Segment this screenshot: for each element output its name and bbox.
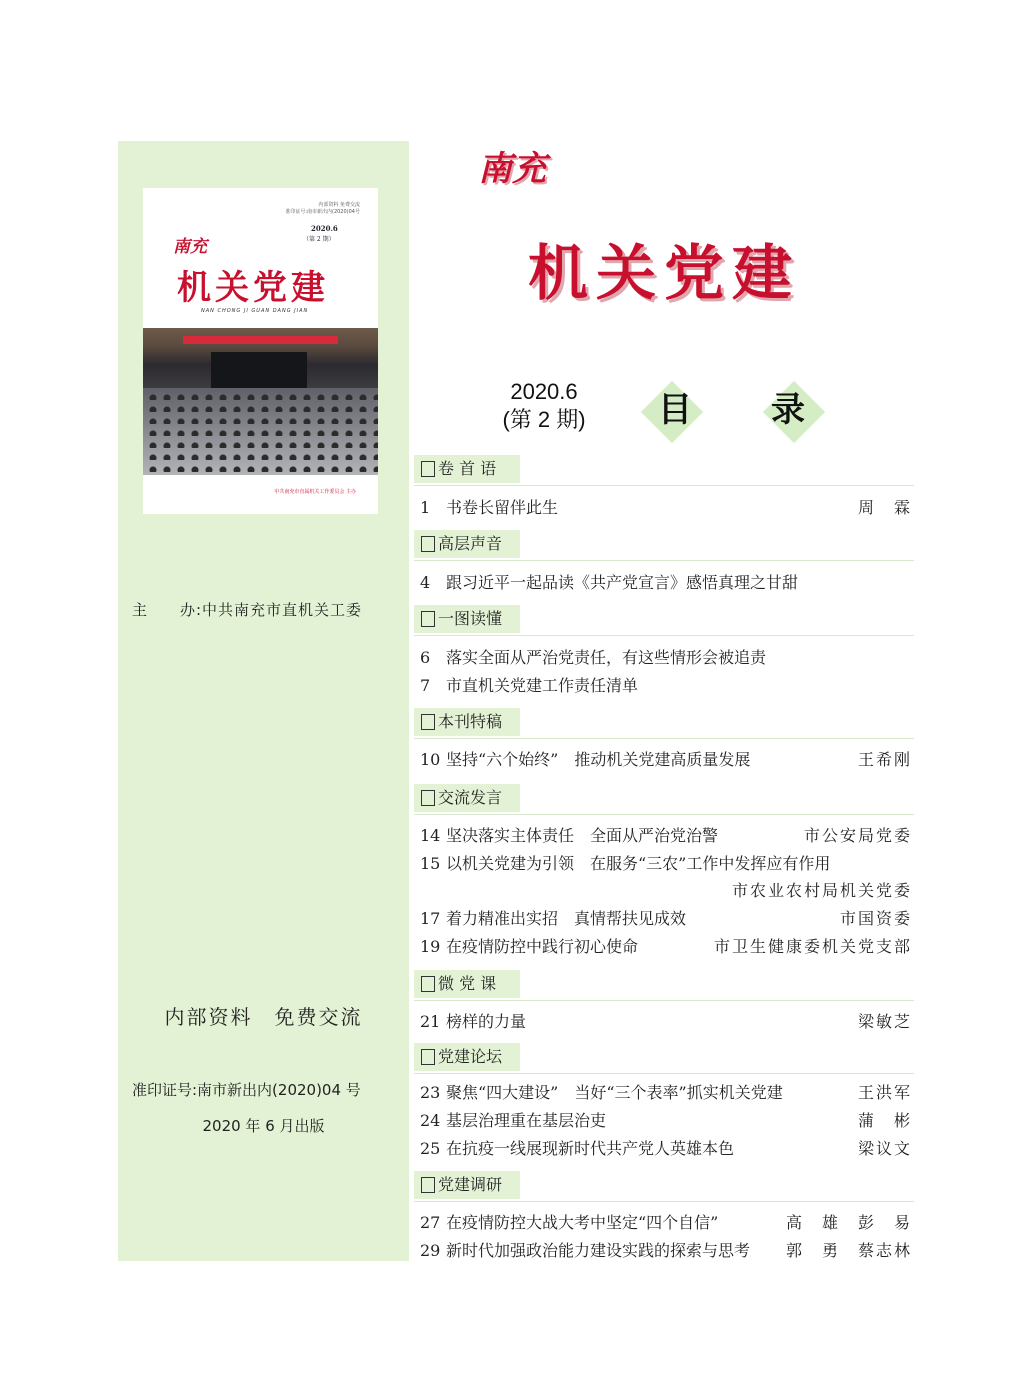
entry-title: 以机关党建为引领 在服务“三农”工作中发挥应有作用 (446, 854, 831, 873)
entry-author: 市卫生健康委机关党支部 (713, 937, 912, 956)
masthead-title: 机关党建 (528, 239, 800, 309)
checkbox-icon (421, 536, 435, 552)
section-heading (414, 605, 520, 633)
cover-small-line: 准印证号:南市新出内(2020)04号 (285, 209, 360, 215)
entry-title: 聚焦“四大建设” 当好“三个表率”抓实机关党建 (446, 1083, 783, 1102)
entry-page: 25 (420, 1139, 441, 1158)
entry-title: 跟习近平一起品读《共产党宣言》感悟真理之甘甜 (446, 573, 799, 592)
issue-date: 2020.6 (510, 379, 578, 404)
entry-page: 4 (420, 573, 431, 592)
checkbox-icon (421, 1049, 435, 1065)
cover-footer: 中共南充市直属机关工作委员会 主办 (274, 489, 356, 495)
section-heading (414, 970, 520, 998)
entry-author: 市国资委 (839, 909, 912, 928)
internal-notice: 内部资料 免费交流 (164, 1005, 363, 1029)
entry-author: 郭 勇 蔡志林 (785, 1241, 912, 1260)
divider (414, 560, 914, 561)
entry-author: 周 霖 (857, 498, 912, 517)
entry-page: 7 (420, 676, 431, 695)
section-heading (414, 1043, 520, 1071)
section-heading (414, 708, 520, 736)
section-heading-label: 卷 首 语 (438, 459, 497, 478)
toc-entry[interactable] (420, 1137, 912, 1161)
checkbox-icon (421, 714, 435, 730)
checkbox-icon (421, 976, 435, 992)
cover-small-line: 内部资料 免费交流 (318, 202, 360, 208)
entry-title: 榜样的力量 (446, 1012, 527, 1031)
section-heading (414, 455, 520, 483)
divider (414, 1000, 914, 1001)
toc-entry[interactable] (420, 571, 912, 595)
left-sidebar (118, 141, 409, 1261)
section-heading (414, 530, 520, 558)
entry-author: 蒲 彬 (857, 1111, 912, 1130)
divider (414, 1073, 914, 1074)
entry-title: 基层治理重在基层治吏 (446, 1111, 607, 1130)
cover-issue: （第 2 期） (303, 236, 335, 243)
entry-title: 在疫情防控大战大考中坚定“四个自信” (446, 1213, 719, 1232)
cover-photo-audience (143, 388, 378, 475)
entry-page: 29 (420, 1241, 441, 1260)
section-heading (414, 1171, 520, 1199)
section-heading-label: 一图读懂 (438, 609, 503, 628)
toc-entry[interactable] (420, 1109, 912, 1133)
publication-date: 2020 年 6 月出版 (202, 1117, 325, 1135)
checkbox-icon (421, 611, 435, 627)
divider (414, 635, 914, 636)
toc-entry[interactable] (420, 907, 912, 931)
entry-author: 王洪军 (857, 1083, 912, 1102)
entry-page: 27 (420, 1213, 441, 1232)
section-heading (414, 784, 520, 812)
entry-title: 坚持“六个始终” 推动机关党建高质量发展 (446, 750, 751, 769)
entry-title: 着力精准出实招 真情帮扶见成效 (446, 909, 687, 928)
entry-title: 在抗疫一线展现新时代共产党人英雄本色 (446, 1139, 735, 1158)
entry-page: 21 (420, 1012, 441, 1031)
masthead-nanchong: 南充 (478, 149, 546, 189)
entry-page: 19 (420, 937, 441, 956)
toc-entry[interactable] (420, 1081, 912, 1105)
sponsor-line: 主 办:中共南充市直机关工委 (132, 601, 363, 619)
cover-thumbnail (143, 188, 378, 514)
section-heading-label: 微 党 课 (438, 974, 497, 993)
entry-page: 15 (420, 854, 441, 873)
checkbox-icon (421, 1177, 435, 1193)
toc-entry[interactable] (420, 496, 912, 520)
entry-page: 10 (420, 750, 441, 769)
toc-entry[interactable] (420, 748, 912, 772)
toc-entry[interactable] (420, 935, 912, 959)
cover-photo-banner (183, 336, 338, 344)
contents-title-char: 录 (771, 390, 805, 430)
section-heading-label: 高层声音 (438, 534, 503, 553)
toc-entry[interactable] (420, 824, 912, 848)
divider (414, 485, 914, 486)
divider (414, 814, 914, 815)
toc-entry-continued (420, 879, 912, 903)
toc-entry[interactable] (420, 674, 912, 698)
issue-info (494, 378, 594, 434)
toc-entry[interactable] (420, 1010, 912, 1034)
toc-entry[interactable] (420, 646, 912, 670)
entry-title: 坚决落实主体责任 全面从严治党治警 (446, 826, 719, 845)
cover-photo (143, 328, 378, 475)
cover-pinyin: NAN CHONG JI GUAN DANG JIAN (201, 308, 309, 314)
entry-page: 23 (420, 1083, 441, 1102)
entry-author: 王希刚 (857, 750, 912, 769)
entry-title: 在疫情防控中践行初心使命 (446, 937, 639, 956)
entry-author: 市农业农村局机关党委 (731, 881, 912, 900)
entry-author: 市公安局党委 (803, 826, 912, 845)
entry-title: 书卷长留伴此生 (446, 498, 559, 517)
checkbox-icon (421, 790, 435, 806)
permit-number: 准印证号:南市新出内(2020)04 号 (132, 1081, 361, 1099)
entry-title: 落实全面从严治党责任，有这些情形会被追责 (446, 648, 767, 667)
section-heading-label: 党建论坛 (438, 1047, 503, 1066)
divider (414, 738, 914, 739)
divider (414, 1201, 914, 1202)
checkbox-icon (421, 461, 435, 477)
section-heading-label: 交流发言 (438, 788, 503, 807)
entry-page: 6 (420, 648, 431, 667)
entry-page: 24 (420, 1111, 441, 1130)
entry-page: 1 (420, 498, 431, 517)
entry-author: 梁议文 (857, 1139, 912, 1158)
entry-page: 17 (420, 909, 441, 928)
toc-entry[interactable] (420, 1211, 912, 1235)
entry-title: 市直机关党建工作责任清单 (446, 676, 639, 695)
toc-entry[interactable] (420, 1239, 912, 1263)
entry-author: 梁敏芝 (857, 1012, 912, 1031)
section-heading-label: 本刊特稿 (438, 712, 503, 731)
section-heading-label: 党建调研 (438, 1175, 503, 1194)
toc-entry[interactable] (420, 852, 912, 876)
contents-title-char: 目 (658, 390, 692, 430)
cover-date: 2020.6 (311, 224, 338, 233)
entry-page: 14 (420, 826, 441, 845)
cover-nanchong: 南充 (173, 237, 207, 257)
entry-author: 高 雄 彭 易 (785, 1213, 912, 1232)
cover-title: 机关党建 (177, 268, 329, 308)
issue-number: (第 2 期) (502, 407, 586, 432)
entry-title: 新时代加强政治能力建设实践的探索与思考 (446, 1241, 751, 1260)
